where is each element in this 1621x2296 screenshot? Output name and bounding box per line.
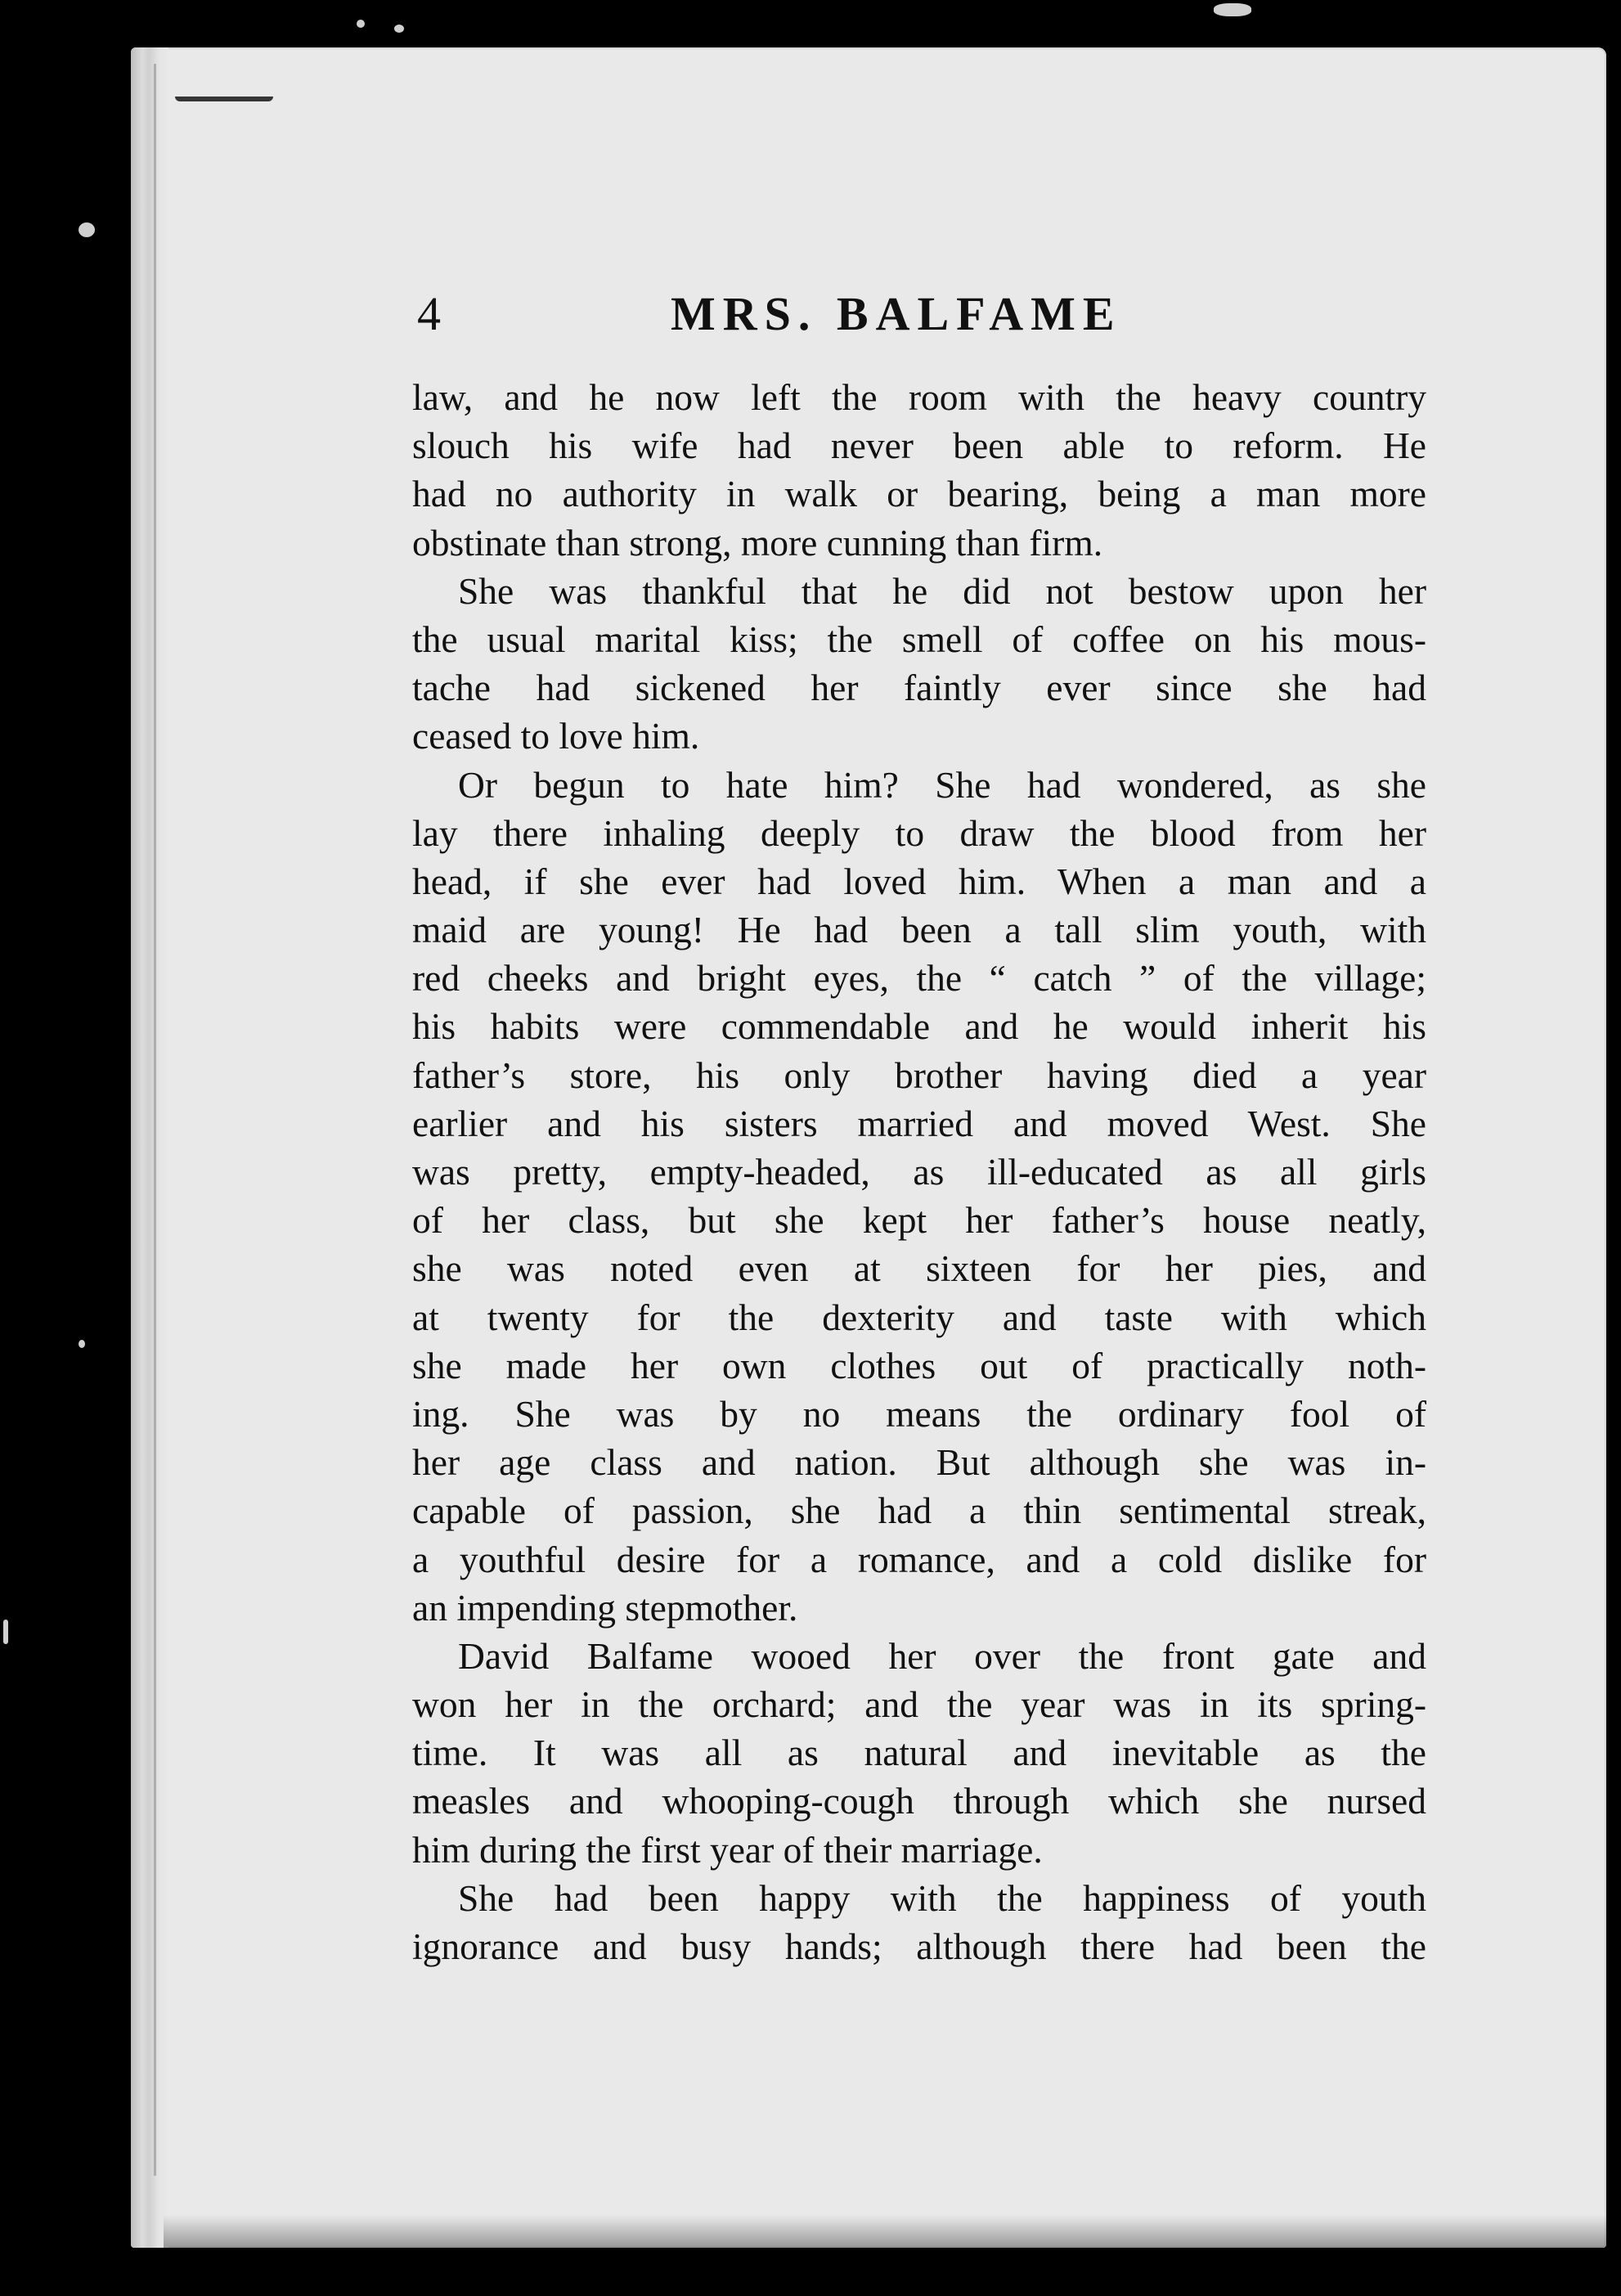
text-line: him during the first year of their marriage.	[412, 1828, 1043, 1871]
text-line: lay there inhaling deeply to draw the blood from her	[412, 811, 1426, 854]
text-line: her age class and nation. But although she was in-	[412, 1441, 1426, 1484]
scan-speck	[79, 1340, 85, 1348]
text-line: she made her own clothes out of practically noth-	[412, 1344, 1426, 1386]
page-binding-edge	[131, 47, 168, 2248]
page-number: 4	[417, 287, 441, 340]
text-line: ceased to love him.	[412, 715, 700, 757]
text-line: the usual marital kiss; the smell of coffee on his mous-	[412, 618, 1426, 660]
text-line: of her class, but she kept her father’s house neatly,	[412, 1199, 1426, 1242]
text-line: maid are young! He had been a tall slim youth, with	[412, 909, 1426, 951]
text-line: She was thankful that he did not bestow upon her	[458, 569, 1426, 612]
text-line: law, and he now left the room with the heavy country	[412, 376, 1426, 418]
text-line: his habits were commendable and he would inherit his	[412, 1005, 1426, 1048]
body-text	[412, 373, 1426, 1970]
text-line: ignorance and busy hands; although there had been the	[412, 1925, 1426, 1967]
text-line: at twenty for the dexterity and taste with which	[412, 1296, 1426, 1338]
page-bottom-shadow	[164, 2215, 1606, 2248]
text-line: earlier and his sisters married and moved West. She	[412, 1102, 1426, 1144]
scan-speck	[3, 1620, 8, 1644]
text-line: red cheeks and bright eyes, the “ catch ” of the village;	[412, 957, 1426, 1000]
text-line: father’s store, his only brother having died a year	[412, 1054, 1426, 1096]
text-line: won her in the orchard; and the year was in its spring-	[412, 1683, 1426, 1726]
text-line: tache had sickened her faintly ever since she had	[412, 667, 1426, 709]
text-line: She had been happy with the happiness of youth	[458, 1876, 1426, 1919]
scan-speck	[357, 20, 365, 28]
text-line: was pretty, empty-headed, as ill-educated as all girls	[412, 1151, 1426, 1193]
text-line: an impending stepmother.	[412, 1586, 798, 1629]
text-line: a youthful desire for a romance, and a cold dislike for	[412, 1538, 1426, 1580]
text-line: ing. She was by no means the ordinary fool of	[412, 1392, 1426, 1435]
running-header	[417, 278, 1423, 352]
text-line: measles and whooping-cough through which she nursed	[412, 1780, 1426, 1822]
scan-speck	[394, 25, 404, 33]
text-line: had no authority in walk or bearing, being a man more	[412, 473, 1426, 515]
text-line: obstinate than strong, more cunning than firm.	[412, 521, 1103, 564]
binding-line	[154, 64, 156, 2176]
running-title: MRS. BALFAME	[671, 287, 1122, 340]
text-line: David Balfame wooed her over the front gate and	[458, 1634, 1426, 1677]
scan-speck	[1214, 3, 1251, 16]
text-line: capable of passion, she had a thin sentimental streak,	[412, 1489, 1426, 1532]
page-corner-mark	[175, 88, 273, 101]
text-line: head, if she ever had loved him. When a man and a	[412, 860, 1426, 902]
text-line: time. It was all as natural and inevitable as the	[412, 1732, 1426, 1774]
text-line: Or begun to hate him? She had wondered, as she	[458, 763, 1426, 806]
text-line: slouch his wife had never been able to reform. He	[412, 425, 1426, 467]
text-line: she was noted even at sixteen for her pies, and	[412, 1247, 1426, 1290]
scan-speck	[79, 222, 95, 237]
